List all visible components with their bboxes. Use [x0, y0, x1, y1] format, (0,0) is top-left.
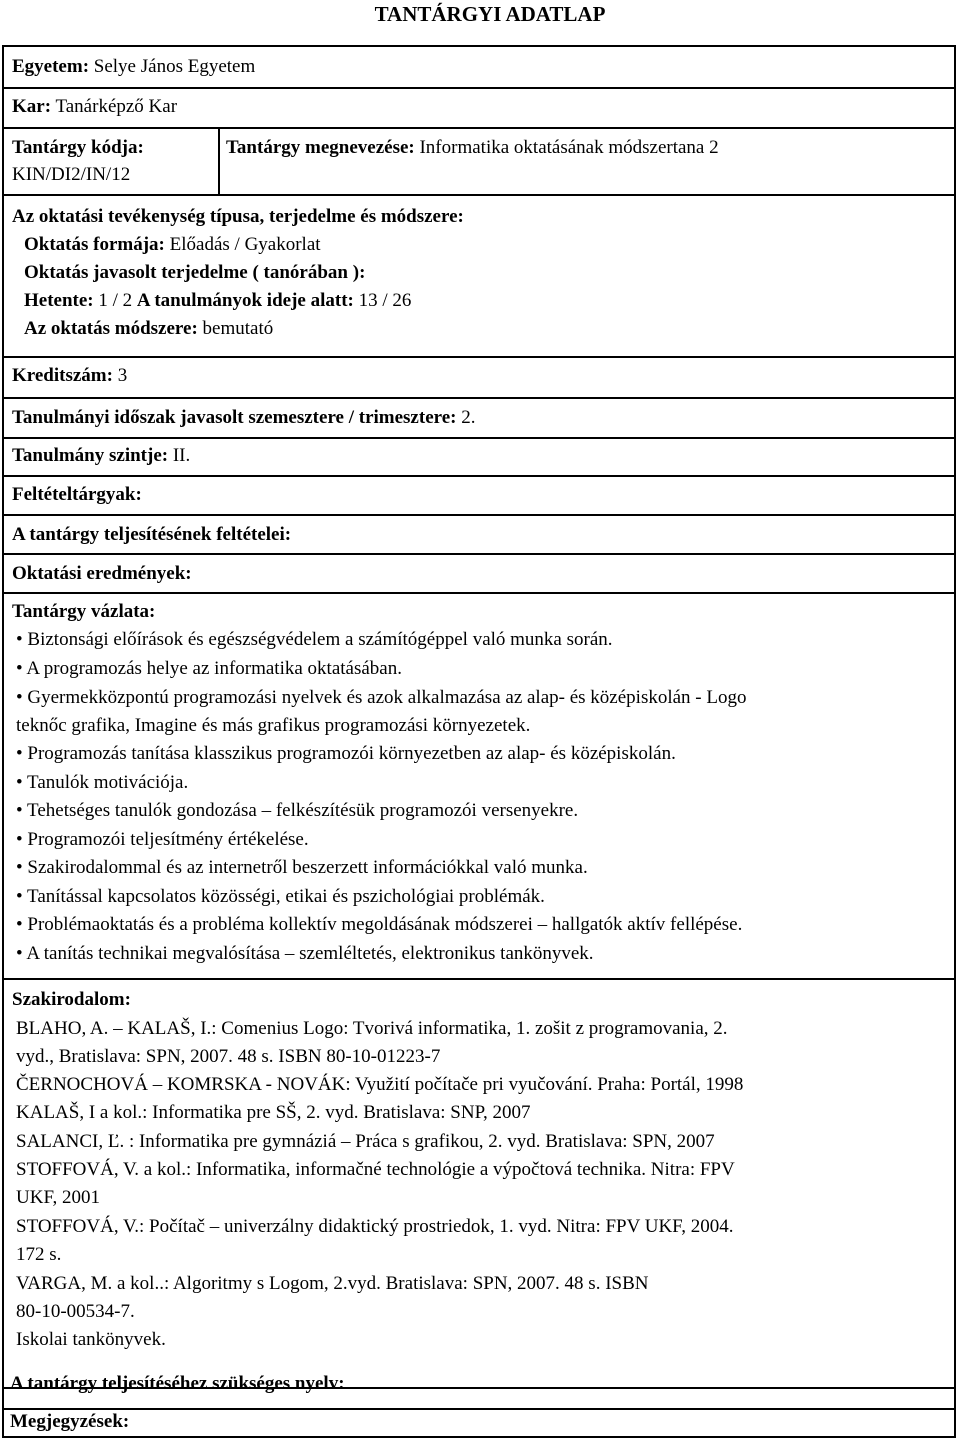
activity-period-value: 13 / 26: [358, 290, 412, 311]
semester-value: 2.: [461, 407, 476, 428]
outline-label: Tantárgy vázlata:: [12, 601, 156, 622]
university-value: Selye János Egyetem: [93, 56, 256, 77]
literature-label: Szakirodalom:: [12, 989, 131, 1010]
level-label: Tanulmány szintje:: [12, 445, 169, 466]
literature-line: BLAHO, A. – KALAŠ, I.: Comenius Logo: Tvorivá informatika, 1. zošit z programovania, 2.: [16, 1018, 728, 1039]
literature-line: Iskolai tankönyvek.: [16, 1329, 166, 1350]
outline-item: • Gyermekközpontú programozási nyelvek és azok alkalmazása az alap- és középiskolán - Logo: [16, 687, 747, 708]
outline-item: • A programozás helye az informatika oktatásában.: [16, 658, 402, 679]
activity-form-value: Előadás / Gyakorlat: [169, 234, 321, 255]
literature-line: ČERNOCHOVÁ – KOMRSKA - NOVÁK: Využití počítače pri vyučování. Praha: Portál, 1998: [16, 1074, 744, 1095]
faculty-label: Kar:: [12, 96, 52, 117]
prerequisites-row: [4, 477, 954, 516]
outcomes-label: Oktatási eredmények:: [12, 563, 192, 584]
literature-line: STOFFOVÁ, V.: Počítač – univerzálny didaktický prostriedok, 1. vyd. Nitra: FPV UKF, 2004.: [16, 1216, 734, 1237]
faculty-row: [4, 89, 954, 129]
literature-line: 172 s.: [16, 1244, 62, 1265]
course-name-value: Informatika oktatásának módszertana 2: [419, 137, 719, 158]
credits-row: [4, 358, 954, 399]
outline-item-continuation: teknőc grafika, Imagine és más grafikus programozási környezetek.: [16, 715, 531, 736]
outline-item: • Tanulók motivációja.: [16, 772, 189, 793]
outline-item: • Programozói teljesítmény értékelése.: [16, 829, 309, 850]
course-code-label: Tantárgy kódja:: [12, 137, 144, 158]
outline-item: • Szakirodalommal és az internetről beszerzett információkkal való munka.: [16, 857, 588, 878]
activity-method-label: Az oktatás módszere:: [24, 318, 198, 339]
outline-item: • Programozás tanítása klasszikus programozói környezetben az alap- és középiskolán.: [16, 743, 676, 764]
activity-weekly-value: 1 / 2: [98, 290, 133, 311]
document-title: TANTÁRGYI ADATLAP: [374, 2, 606, 26]
activity-row: [4, 196, 954, 358]
outline-item: • Biztonsági előírások és egészségvédelem a számítógéppel való munka során.: [16, 629, 613, 650]
literature-line: 80-10-00534-7.: [16, 1301, 135, 1322]
university-row: [4, 47, 954, 89]
course-name-label: Tantárgy megnevezése:: [226, 137, 415, 158]
column-divider: [218, 129, 220, 194]
completion-label: A tantárgy teljesítésének feltételei:: [12, 524, 292, 545]
literature-line: vyd., Bratislava: SPN, 2007. 48 s. ISBN 80-10-01223-7: [16, 1046, 441, 1067]
course-code-value: KIN/DI2/IN/12: [12, 164, 131, 185]
level-row: [4, 439, 954, 477]
activity-form-label: Oktatás formája:: [24, 234, 165, 255]
faculty-value: Tanárképző Kar: [55, 96, 178, 117]
literature-line: STOFFOVÁ, V. a kol.: Informatika, informačné technológie a výpočtová technika. Nitra: FPV: [16, 1159, 735, 1180]
outline-item: • Tehetséges tanulók gondozása – felkészítésük programozói versenyekre.: [16, 800, 579, 821]
activity-heading: Az oktatási tevékenység típusa, terjedelme és módszere:: [12, 206, 464, 227]
activity-weekly-label: Hetente:: [24, 290, 94, 311]
credits-label: Kreditszám:: [12, 365, 113, 386]
literature-line: UKF, 2001: [16, 1187, 100, 1208]
university-label: Egyetem:: [12, 56, 90, 77]
semester-row: [4, 399, 954, 439]
outline-item: • A tanítás technikai megvalósítása – szemléltetés, elektronikus tankönyvek.: [16, 943, 594, 964]
activity-method-value: bemutató: [202, 318, 274, 339]
completion-row: [4, 516, 954, 555]
activity-scope-label: Oktatás javasolt terjedelme ( tanórában ):: [24, 262, 366, 283]
level-value: II.: [172, 445, 191, 466]
course-code-row: [4, 129, 954, 196]
literature-line: SALANCI, Ľ. : Informatika pre gymnáziá – Práca s grafikou, 2. vyd. Bratislava: SPN, 2007: [16, 1131, 715, 1152]
activity-period-label: A tanulmányok ideje alatt:: [136, 290, 354, 311]
semester-label: Tanulmányi időszak javasolt szemesztere / trimesztere:: [12, 407, 457, 428]
outline-item: • Tanítással kapcsolatos közösségi, etikai és pszichológiai problémák.: [16, 886, 545, 907]
prerequisites-label: Feltételtárgyak:: [12, 484, 142, 505]
notes-label: Megjegyzések:: [10, 1411, 130, 1432]
notes-row: [4, 1389, 954, 1436]
credits-value: 3: [117, 365, 128, 386]
outcomes-row: [4, 555, 954, 594]
literature-line: KALAŠ, I a kol.: Informatika pre SŠ, 2. vyd. Bratislava: SNP, 2007: [16, 1102, 531, 1123]
outline-item: • Problémaoktatás és a probléma kollektív megoldásának módszerei – hallgatók aktív fellépése.: [16, 914, 743, 935]
language-label: A tantárgy teljesítéséhez szükséges nyelv:: [10, 1373, 345, 1394]
literature-line: VARGA, M. a kol..: Algoritmy s Logom, 2.vyd. Bratislava: SPN, 2007. 48 s. ISBN: [16, 1273, 649, 1294]
outline-row: [4, 594, 954, 980]
course-datasheet-table: [2, 45, 956, 1438]
